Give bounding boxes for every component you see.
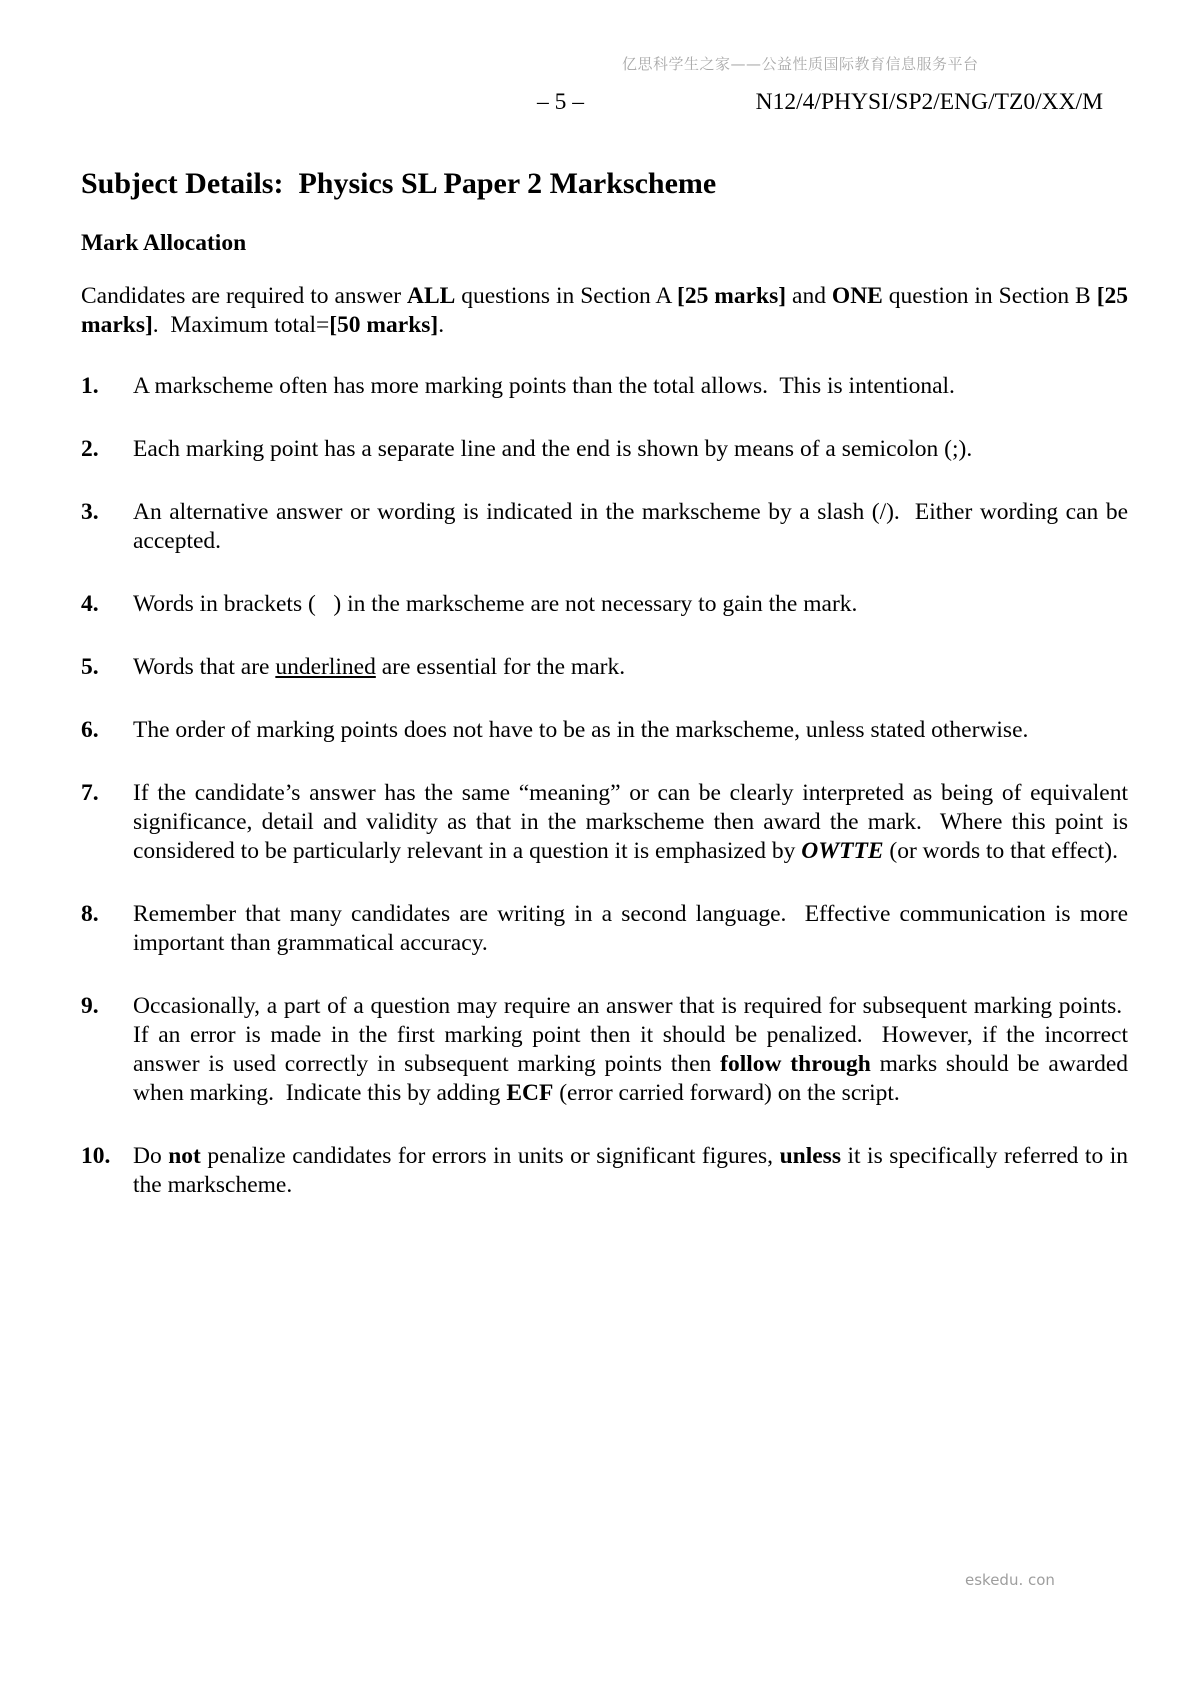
item-number: 2. [81,436,99,462]
list-item [81,779,1128,866]
item-number: 9. [81,993,99,1019]
item-number: 6. [81,717,99,743]
item-text [133,900,1128,958]
text-run: it is specifically referred to in the markscheme. [133,1143,1128,1198]
item-number: 8. [81,901,99,927]
text-run: Candidates are required to answer [81,283,407,309]
list-item [81,900,1128,958]
text-run: The order of marking points does not have to be as in the markscheme, unless stated otherwise. [133,717,1029,743]
text-run: ECF [506,1080,554,1106]
text-run: [50 marks] [329,312,439,338]
text-run: ALL [406,283,456,309]
text-run: Remember that many candidates are writing in a second language. Effective communication is more important than grammatical accuracy. [133,901,1128,956]
text-run: A markscheme often has more marking points than the total allows. This is intentional. [133,373,955,399]
list-item [81,435,1128,464]
page-title: Subject Details: Physics SL Paper 2 Markscheme [81,167,717,200]
text-run: (or words to that effect). [883,838,1118,864]
text-run: [25 marks] [677,283,787,309]
list-item [81,590,1128,619]
text-run: (error carried forward) on the script. [553,1080,900,1106]
text-run: ONE [831,283,883,309]
item-text [133,653,1128,682]
section-heading: Mark Allocation [81,230,247,256]
text-run: An alternative answer or wording is indicated in the markscheme by a slash (/). Either wording can be accepted. [133,499,1128,554]
item-text [133,716,1128,745]
document-code: N12/4/PHYSI/SP2/ENG/TZ0/XX/M [755,89,1103,115]
text-run: penalize candidates for errors in units or significant figures, [200,1143,780,1169]
rules-list [81,372,1128,1200]
text-run: underlined [275,654,376,680]
item-number: 5. [81,654,99,680]
list-item [81,498,1128,556]
item-number: 10. [81,1143,111,1169]
list-item [81,653,1128,682]
item-text [133,590,1128,619]
text-run: OWTTE [801,838,884,864]
item-number: 3. [81,499,99,525]
text-run: [25 marks] [81,283,1129,338]
item-text [133,435,1128,464]
text-run: unless [779,1143,841,1169]
list-item [81,992,1128,1108]
list-item [81,372,1128,401]
text-run: Each marking point has a separate line and the end is shown by means of a semicolon (;). [133,436,973,462]
item-number: 4. [81,591,99,617]
list-item [81,1142,1128,1200]
footer-watermark: eskedu. con [965,1571,1055,1589]
item-text [133,1142,1128,1200]
text-run: and [786,283,832,309]
text-run: . Maximum total= [152,312,330,338]
text-run: not [168,1143,201,1169]
list-item [81,716,1128,745]
intro-paragraph [81,282,1128,340]
item-text [133,498,1128,556]
text-run: marks should be awarded when marking. Indicate this by adding [133,1051,1128,1106]
text-run: Occasionally, a part of a question may require an answer that is required for subsequent marking points. If an error is made in the first marking point then it should be penalized. However, if the incorrect answer is used correctly in subsequent marking points then [133,993,1128,1077]
text-run: question in Section B [882,283,1097,309]
page-number: – 5 – [537,89,584,115]
header-watermark: 亿思科学生之家——公益性质国际教育信息服务平台 [622,55,979,73]
page-content [81,0,1128,1234]
item-text [133,372,1128,401]
text-run: questions in Section A [455,283,677,309]
text-run: are essential for the mark. [375,654,626,680]
text-run: Do [133,1143,169,1169]
text-run: . [438,312,445,338]
item-text [133,992,1128,1108]
text-run: Words in brackets ( ) in the markscheme are not necessary to gain the mark. [133,591,858,617]
text-run: If the candidate’s answer has the same “meaning” or can be clearly interpreted as being of equivalent significance, detail and validity as that in the markscheme then award the mark. Where this point is considered to be particularly relevant in a question it is emphasized by [133,780,1128,864]
item-text [133,779,1128,866]
text-run: follow through [720,1051,871,1077]
text-run: Words that are [133,654,276,680]
item-number: 1. [81,373,99,399]
item-number: 7. [81,780,99,806]
